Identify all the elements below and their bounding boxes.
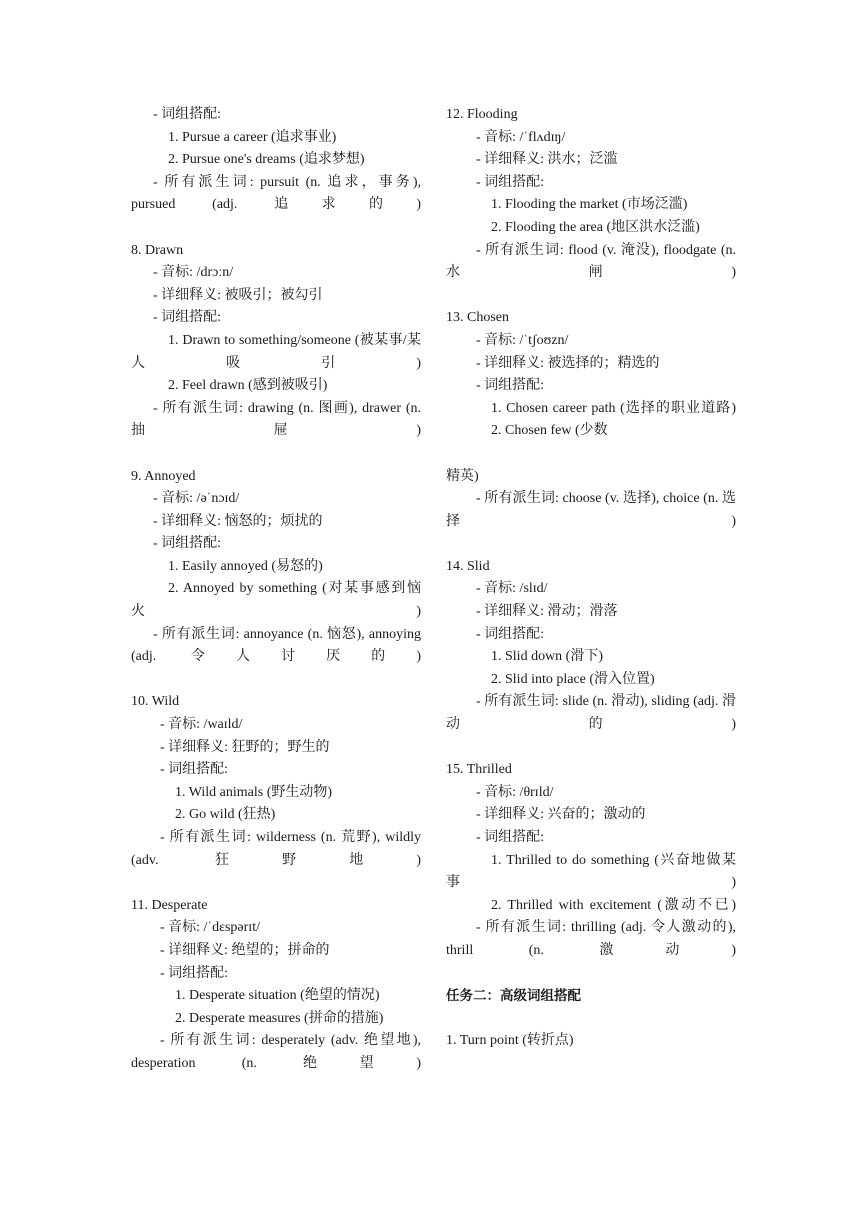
entry-title: 8. Drawn: [131, 242, 184, 258]
collocation-label: - 词组搭配:: [476, 174, 545, 190]
derivatives-line: - 所有派生词: thrilling (adj. 令人激动的), thrill (n. 激动): [446, 920, 736, 958]
collocation-item: 1. Thrilled to do something (兴奋地做某事): [446, 852, 736, 891]
collocation-item: 2. Pursue one's dreams (追求梦想): [168, 152, 365, 168]
collocation-item: 2. Desperate measures (拼命的措施): [175, 1010, 384, 1026]
collocation-item-continued: 精英): [446, 468, 479, 484]
phonetic-line: - 音标: /slɪd/: [476, 581, 548, 597]
definition-line: - 详细释义: 绝望的；拼命的: [160, 942, 330, 958]
section-heading: 任务二：高级词组搭配: [446, 988, 581, 1005]
entry-title: 9. Annoyed: [131, 468, 196, 484]
left-column: [131, 104, 421, 1076]
collocation-item: 1. Slid down (滑下): [491, 649, 603, 665]
collocation-item: 1. Wild animals (野生动物): [175, 784, 333, 800]
phonetic-line: - 音标: /θrɪld/: [476, 784, 554, 800]
entry-title: 12. Flooding: [446, 107, 518, 122]
phonetic-line: - 音标: /əˈnɔɪd/: [153, 491, 240, 507]
entry-title: 13. Chosen: [446, 310, 509, 326]
definition-line: - 详细释义: 被吸引；被勾引: [153, 287, 323, 303]
derivatives-line: - 所有派生词: annoyance (n. 恼怒), annoying (adj. 令人讨厌的): [131, 626, 421, 665]
right-column: [446, 104, 736, 1053]
entry-title: 10. Wild: [131, 694, 180, 710]
collocation-item: 1. Flooding the market (市场泛滥): [491, 197, 688, 213]
collocation-item: 2. Chosen few (少数: [491, 423, 608, 439]
collocation-item: 2. Go wild (狂热): [175, 807, 276, 823]
collocation-item: 1. Desperate situation (绝望的情况): [175, 988, 380, 1004]
derivatives-line: - 所有派生词: pursuit (n. 追求，事务), pursued (adj. 追求的): [131, 174, 421, 213]
derivatives-line: - 所有派生词: wilderness (n. 荒野), wildly (adv. 狂野地): [131, 830, 421, 868]
derivatives-line: - 所有派生词: slide (n. 滑动), sliding (adj. 滑动的): [446, 694, 736, 733]
collocation-item: 2. Thrilled with excitement (激动不已): [491, 897, 736, 913]
definition-line: - 详细释义: 滑动；滑落: [476, 604, 618, 620]
collocation-item: 1. Chosen career path (选择的职业道路): [491, 400, 736, 416]
collocation-label: - 词组搭配:: [153, 107, 222, 122]
phonetic-line: - 音标: /ˈtʃoʊzn/: [476, 332, 569, 348]
collocation-label: - 词组搭配:: [160, 762, 229, 778]
collocation-item: 1. Drawn to something/someone (被某事/某人吸引): [131, 332, 421, 371]
collocation-item: 1. Easily annoyed (易怒的): [168, 558, 323, 574]
collocation-item: 2. Slid into place (滑入位置): [491, 671, 655, 687]
derivatives-line: - 所有派生词: drawing (n. 图画), drawer (n. 抽屉): [131, 400, 421, 439]
collocation-label: - 词组搭配:: [476, 626, 545, 642]
list-item: 1. Turn point (转折点): [446, 1033, 574, 1049]
definition-line: - 详细释义: 恼怒的；烦扰的: [153, 513, 323, 529]
collocation-label: - 词组搭配:: [153, 310, 222, 326]
collocation-item: 2. Annoyed by something (对某事感到恼火): [131, 581, 421, 620]
phonetic-line: - 音标: /ˈflʌdɪŋ/: [476, 129, 566, 145]
definition-line: - 详细释义: 洪水；泛滥: [476, 152, 618, 168]
collocation-item: 2. Flooding the area (地区洪水泛滥): [491, 219, 700, 235]
collocation-label: - 词组搭配:: [476, 378, 545, 394]
definition-line: - 详细释义: 狂野的；野生的: [160, 739, 330, 755]
phonetic-line: - 音标: /ˈdɛspərɪt/: [160, 920, 260, 936]
entry-title: 11. Desperate: [131, 897, 208, 913]
derivatives-line: - 所有派生词: desperately (adv. 绝望地), desperation (n. 绝望): [131, 1033, 421, 1071]
collocation-label: - 词组搭配:: [153, 536, 222, 552]
derivatives-line: - 所有派生词: choose (v. 选择), choice (n. 选择): [446, 491, 736, 529]
collocation-label: - 词组搭配:: [160, 965, 229, 981]
collocation-item: 2. Feel drawn (感到被吸引): [168, 378, 328, 394]
phonetic-line: - 音标: /drɔːn/: [153, 265, 234, 281]
entry-title: 15. Thrilled: [446, 762, 512, 778]
entry-title: 14. Slid: [446, 558, 490, 574]
collocation-item: 1. Pursue a career (追求事业): [168, 129, 337, 145]
definition-line: - 详细释义: 兴奋的；激动的: [476, 807, 646, 823]
phonetic-line: - 音标: /waɪld/: [160, 717, 243, 733]
derivatives-line: - 所有派生词: flood (v. 淹没), floodgate (n. 水闸): [446, 242, 736, 281]
collocation-label: - 词组搭配:: [476, 830, 545, 845]
definition-line: - 详细释义: 被选择的；精选的: [476, 355, 660, 371]
